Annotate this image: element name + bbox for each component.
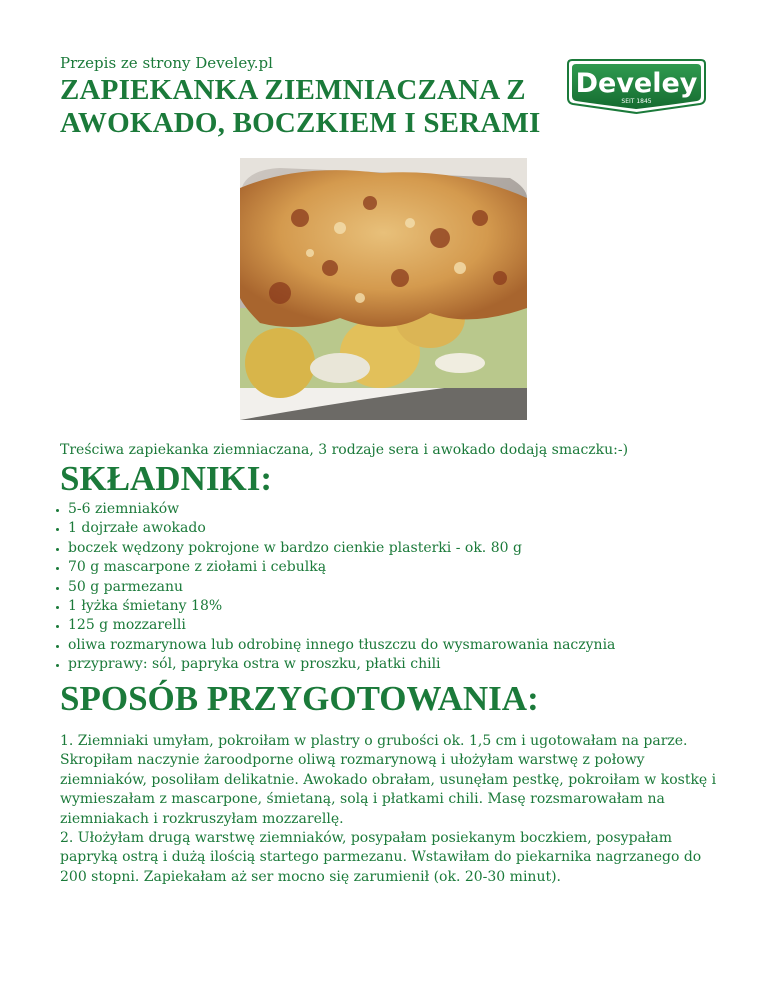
- casserole-photo: [240, 158, 527, 420]
- ingredient-item: • 1 łyżka śmietany 18%: [68, 597, 615, 616]
- recipe-intro: Treściwa zapiekanka ziemniaczana, 3 rodzaje sera i awokado dodają smaczku:-): [60, 442, 629, 458]
- logo-wordmark: Develey: [575, 68, 698, 99]
- method-step: 2. Ułożyłam drugą warstwę ziemniaków, posypałam posiekanym boczkiem, posypałam papryką ostrą i dużą ilością startego parmezanu. Wstawiłam do piekarnika nagrzanego do 200 stopni. Zapiekałam aż ser mocno się zarumienił (ok. 20-30 minut).: [60, 830, 702, 885]
- ingredient-item: • 70 g mascarpone z ziołami i cebulką: [68, 558, 615, 577]
- ingredient-item: • boczek wędzony pokrojone w bardzo cienkie plasterki - ok. 80 g: [68, 539, 615, 558]
- recipe-title: ZAPIEKANKA ZIEMNIACZANA Z AWOKADO, BOCZKIEM I SERAMI: [60, 74, 541, 139]
- method-text: [60, 732, 720, 887]
- logo-since: SEIT 1845: [621, 98, 652, 105]
- ingredient-item: • przyprawy: sól, papryka ostra w proszku, płatki chili: [68, 655, 615, 674]
- ingredient-item: • oliwa rozmarynowa lub odrobinę innego tłuszczu do wysmarowania naczynia: [68, 636, 615, 655]
- ingredients-list: [52, 500, 615, 675]
- ingredient-item: • 125 g mozzarelli: [68, 616, 615, 635]
- recipe-source: Przepis ze strony Develey.pl: [60, 54, 273, 72]
- ingredients-heading: SKŁADNIKI:: [60, 459, 272, 498]
- method-heading: SPOSÓB PRZYGOTOWANIA:: [60, 679, 539, 718]
- develey-logo: [564, 58, 709, 115]
- ingredient-item: • 5-6 ziemniaków: [68, 500, 615, 519]
- ingredient-item: • 1 dojrzałe awokado: [68, 519, 615, 538]
- ingredient-item: • 50 g parmezanu: [68, 578, 615, 597]
- method-step: 1. Ziemniaki umyłam, pokroiłam w plastry o grubości ok. 1,5 cm i ugotowałam na parze. Skropiłam naczynie żaroodporne oliwą rozmarynową i ułożyłam warstwę z połowy ziemniaków, posoliłam delikatnie. Awokado obrałam, usunęłam pestkę, pokroiłam w kostkę i wymieszałam z mascarpone, śmietaną, solą i płatkami chili. Masę rozsmarowałam na ziemniakach i rozkruszyłam mozzarellę.: [60, 733, 717, 827]
